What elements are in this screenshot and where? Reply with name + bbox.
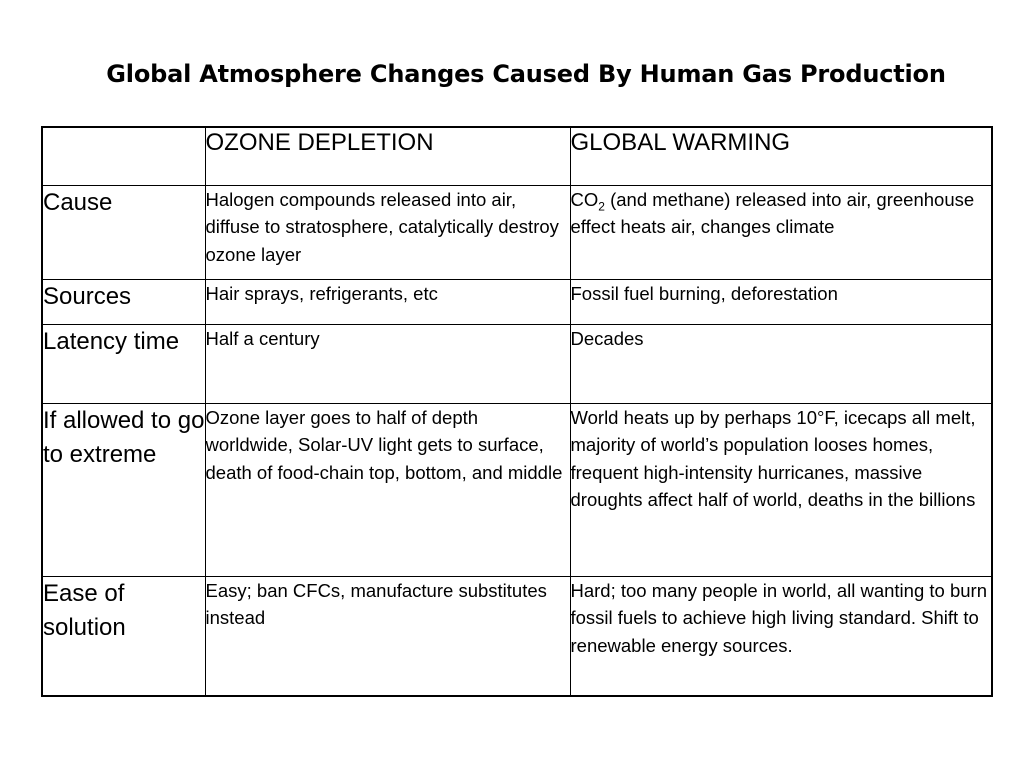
comparison-table (41, 126, 993, 697)
co2-subscript: 2 (598, 199, 605, 214)
cell-extreme-ozone: Ozone layer goes to half of depth worldwide, Solar-UV light gets to surface, death of food-chain top, bottom, and middle (205, 403, 570, 576)
header-ozone-depletion: OZONE DEPLETION (205, 127, 570, 185)
table-row-extreme (42, 403, 992, 576)
header-corner-cell (42, 127, 205, 185)
cell-sources-warming: Fossil fuel burning, deforestation (570, 279, 992, 324)
cell-extreme-warming: World heats up by perhaps 10°F, icecaps all melt, majority of world’s population looses homes, frequent high-intensity hurricanes, massive droughts affect half of world, deaths in the billions (570, 403, 992, 576)
co2-prefix: CO (570, 188, 599, 210)
cell-latency-ozone: Half a century (205, 324, 570, 403)
row-label-cause: Cause (42, 185, 205, 279)
header-global-warming: GLOBAL WARMING (570, 127, 992, 185)
cell-ease-ozone: Easy; ban CFCs, manufacture substitutes instead (205, 576, 570, 696)
table-header-row (42, 127, 992, 185)
cell-ease-warming: Hard; too many people in world, all wanting to burn fossil fuels to achieve high living standard. Shift to renewable energy sources. (570, 576, 992, 696)
table-row-sources (42, 279, 992, 324)
table-row-cause (42, 185, 992, 279)
cell-cause-warming (570, 185, 992, 279)
cell-sources-ozone: Hair sprays, refrigerants, etc (205, 279, 570, 324)
table-row-latency (42, 324, 992, 403)
cause-warming-text: (and methane) released into air, greenhouse effect heats air, changes climate (570, 188, 975, 237)
cell-cause-ozone: Halogen compounds released into air, diffuse to stratosphere, catalytically destroy ozone layer (205, 185, 570, 279)
cell-latency-warming: Decades (570, 324, 992, 403)
slide-title: Global Atmosphere Changes Caused By Human Gas Production (106, 60, 946, 88)
row-label-ease: Ease of solution (42, 576, 205, 696)
row-label-extreme: If allowed to go to extreme (42, 403, 205, 576)
table-row-ease (42, 576, 992, 696)
row-label-sources: Sources (42, 279, 205, 324)
row-label-latency: Latency time (42, 324, 205, 403)
